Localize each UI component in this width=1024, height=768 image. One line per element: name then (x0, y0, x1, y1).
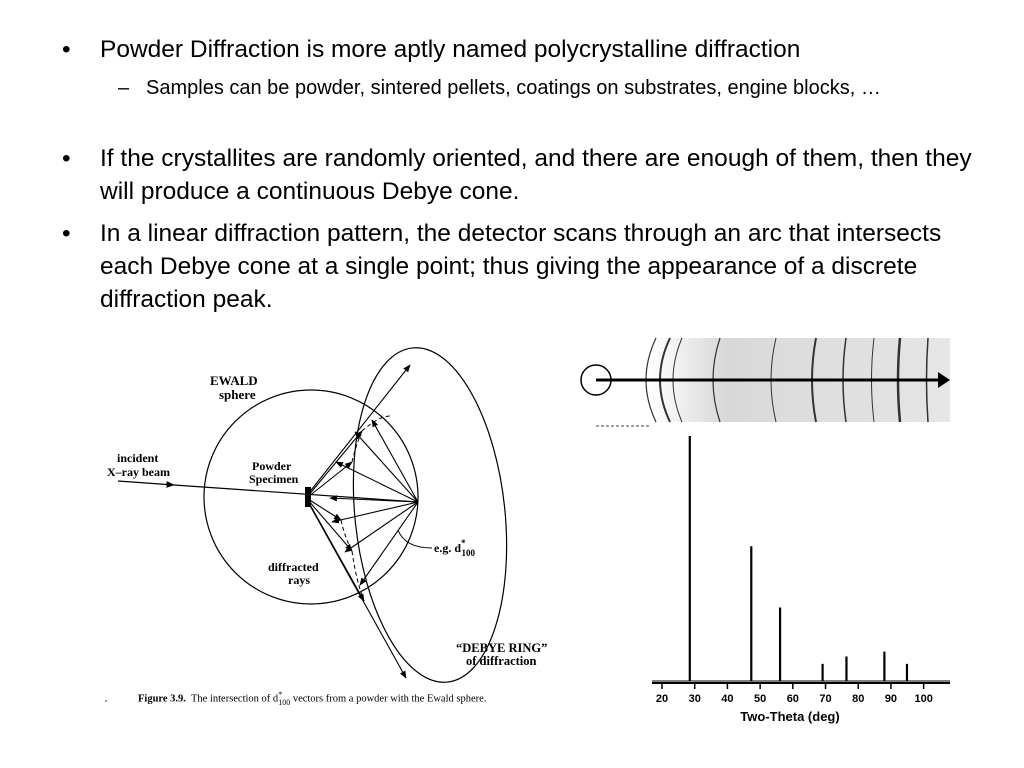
label-ewald: EWALD (210, 373, 258, 388)
xrd-tick-label: 40 (721, 693, 734, 705)
label-specimen: Specimen (249, 472, 299, 486)
debye-rings-image (578, 336, 953, 431)
caption-sub: 100 (278, 697, 291, 707)
figure-caption (138, 690, 486, 707)
xrd-tick-label: 100 (914, 693, 933, 705)
xrd-tick-label: 20 (655, 693, 669, 705)
label-rays: rays (288, 573, 310, 587)
xrd-tick-label: 50 (753, 693, 767, 705)
xrd-x-axis-label: Two-Theta (deg) (740, 709, 840, 724)
debye-ring (338, 340, 522, 690)
sub-bullet-marker: – (118, 77, 130, 99)
xrd-tick-label: 90 (884, 693, 898, 705)
eg-pointer (398, 530, 432, 548)
sub-bullet-text: Samples can be powder, sintered pellets, coatings on substrates, engine blocks, … (146, 77, 881, 99)
xrd-pattern-chart (640, 425, 960, 730)
caption-sup: * (278, 690, 283, 699)
label-debye-ring: “DEBYE RING” (456, 641, 548, 655)
label-of-diffraction: of diffraction (466, 654, 537, 668)
label-xray-beam: X–ray beam (107, 465, 170, 479)
xrd-tick-label: 70 (819, 693, 832, 705)
label-powder: Powder (252, 459, 292, 473)
bullet-text: In a linear diffraction pattern, the detector scans through an arc that intersects each Debye cone at a single point; thus giving the appearance of a discrete diffraction peak. (100, 220, 942, 313)
diffracted-rays (308, 365, 410, 678)
bullet-marker: • (62, 145, 71, 172)
bullet-marker: • (62, 220, 71, 247)
label-incident: incident (117, 451, 159, 465)
beam-axis (174, 485, 418, 502)
label-diffracted: diffracted (268, 560, 319, 574)
incident-beam (118, 481, 174, 485)
bullet-text: If the crystallites are randomly oriented, and there are enough of them, then they will produce a continuous Debye cone. (100, 145, 972, 205)
xrd-tick-label: 30 (688, 693, 701, 705)
label-eg-d100: e.g. d* 100 (434, 538, 475, 558)
xrd-tick-label: 80 (852, 693, 865, 705)
caption-number: Figure 3.9. (138, 693, 186, 705)
caption-text-1: The intersection of d (191, 693, 279, 705)
speck (105, 700, 107, 702)
bullet-text: Powder Diffraction is more aptly named polycrystalline diffraction (100, 36, 801, 63)
caption-text-2: vectors from a powder with the Ewald sphere. (290, 693, 487, 705)
label-sphere: sphere (219, 387, 256, 402)
bullet-marker: • (62, 36, 71, 63)
xrd-tick-label: 60 (786, 693, 799, 705)
